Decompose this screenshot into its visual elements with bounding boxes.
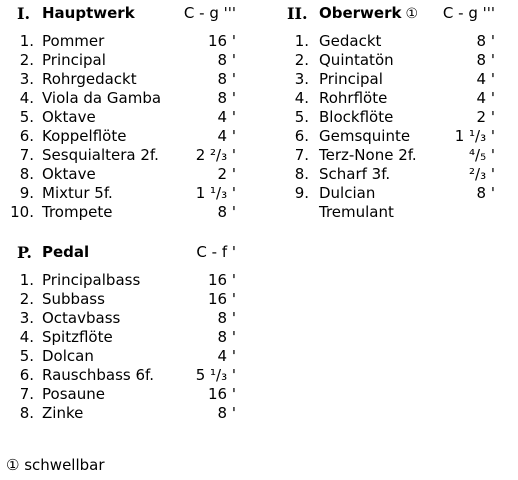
stop-row	[287, 51, 509, 70]
stop-name: Principal	[319, 70, 383, 88]
stop-name: Rauschbass 6f.	[42, 366, 154, 384]
stop-row	[0, 347, 250, 366]
compass-range: C - g '''	[442, 4, 495, 22]
stop-row	[0, 328, 250, 347]
stop-name: Quintatön	[319, 51, 394, 69]
division-numeral: I.	[17, 4, 31, 23]
stop-row	[287, 184, 509, 203]
stop-pitch: 16 '	[208, 271, 236, 290]
stop-pitch: 8 '	[218, 309, 236, 328]
stop-name: Gemsquinte	[319, 127, 411, 145]
stop-pitch: 2 '	[218, 165, 236, 184]
stop-name: Octavbass	[42, 309, 121, 327]
stop-row	[0, 127, 250, 146]
division-oberwerk	[287, 4, 509, 222]
stop-name: Viola da Gamba	[42, 89, 162, 107]
stop-name: Zinke	[42, 404, 84, 422]
stop-name: Oktave	[42, 108, 96, 126]
stop-pitch: 4 '	[218, 108, 236, 127]
compass-range: C - f '	[196, 243, 236, 261]
stop-row	[0, 203, 250, 222]
stop-row	[287, 70, 509, 89]
stop-name: Mixtur 5f.	[42, 184, 113, 202]
division-title-text: Oberwerk	[319, 4, 402, 22]
stop-list	[0, 271, 250, 423]
stop-pitch: 16 '	[208, 385, 236, 404]
division-header	[0, 4, 250, 26]
stop-number: 2.	[19, 290, 34, 308]
stop-row	[0, 290, 250, 309]
stop-row	[0, 404, 250, 423]
stop-name: Trompete	[42, 203, 113, 221]
stop-number: 1.	[19, 271, 34, 289]
stop-number: 2.	[294, 51, 309, 69]
stop-row	[287, 89, 509, 108]
stop-number: 5.	[19, 347, 34, 365]
stop-number: 8.	[19, 165, 34, 183]
stop-pitch: 2 ²/₃ '	[196, 146, 236, 165]
division-hauptwerk	[0, 4, 250, 222]
division-numeral: P.	[17, 243, 32, 262]
stop-row	[287, 108, 509, 127]
stop-pitch: 16 '	[208, 290, 236, 309]
stop-list	[0, 32, 250, 222]
stop-pitch: 8 '	[218, 51, 236, 70]
stop-number: 3.	[19, 309, 34, 327]
stop-name: Terz-None 2f.	[319, 146, 417, 164]
stop-pitch: ²/₃ '	[469, 165, 495, 184]
stop-name: Principal	[42, 51, 106, 69]
stop-row	[287, 146, 509, 165]
stop-row	[0, 32, 250, 51]
stop-name: Dulcian	[319, 184, 376, 202]
stop-number: 1.	[294, 32, 309, 50]
division-numeral: II.	[287, 4, 308, 23]
stop-row	[0, 309, 250, 328]
stop-number: 6.	[19, 127, 34, 145]
stop-name: Principalbass	[42, 271, 141, 289]
stop-list	[287, 32, 509, 203]
stop-row	[0, 366, 250, 385]
stop-row	[0, 51, 250, 70]
stop-row	[287, 127, 509, 146]
stop-pitch: ⁴/₅ '	[469, 146, 495, 165]
stop-name: Rohrgedackt	[42, 70, 137, 88]
stop-row	[0, 89, 250, 108]
division-pedal	[0, 243, 250, 423]
stop-row	[0, 271, 250, 290]
stop-number: 7.	[19, 385, 34, 403]
stop-name: Pommer	[42, 32, 105, 50]
stop-pitch: 8 '	[477, 32, 495, 51]
stop-name: Rohrflöte	[319, 89, 388, 107]
stop-pitch: 4 '	[218, 347, 236, 366]
stop-pitch: 8 '	[477, 51, 495, 70]
stop-row	[0, 70, 250, 89]
stop-name: Posaune	[42, 385, 105, 403]
stop-pitch: 8 '	[218, 70, 236, 89]
stop-name: Spitzflöte	[42, 328, 113, 346]
stop-pitch: 1 ¹/₃ '	[455, 127, 495, 146]
stop-pitch: 4 '	[477, 70, 495, 89]
tremulant-row	[287, 203, 509, 222]
stop-row	[287, 165, 509, 184]
stop-name: Sesquialtera 2f.	[42, 146, 159, 164]
stop-pitch: 8 '	[218, 328, 236, 347]
division-header	[287, 4, 509, 26]
stop-row	[287, 32, 509, 51]
stop-name: Koppelflöte	[42, 127, 127, 145]
compass-range: C - g '''	[183, 4, 236, 22]
stop-pitch: 8 '	[218, 89, 236, 108]
footnote	[6, 456, 105, 474]
stop-number: 9.	[19, 184, 34, 202]
stop-number: 3.	[294, 70, 309, 88]
stop-pitch: 8 '	[218, 404, 236, 423]
stop-pitch: 2 '	[477, 108, 495, 127]
footnote-marker: ①	[405, 6, 419, 22]
stop-number: 1.	[19, 32, 34, 50]
stop-number: 2.	[19, 51, 34, 69]
stop-row	[0, 184, 250, 203]
stop-row	[0, 146, 250, 165]
stop-pitch: 16 '	[208, 32, 236, 51]
stop-row	[0, 108, 250, 127]
stop-row	[0, 165, 250, 184]
stop-name: Gedackt	[319, 32, 382, 50]
stop-number: 9.	[294, 184, 309, 202]
stop-name: Blockflöte	[319, 108, 394, 126]
footnote-text: schwellbar	[24, 456, 105, 474]
stop-number: 4.	[294, 89, 309, 107]
stop-number: 3.	[19, 70, 34, 88]
stop-pitch: 4 '	[218, 127, 236, 146]
stop-number: 7.	[19, 146, 34, 164]
stop-number: 4.	[19, 328, 34, 346]
stop-number: 8.	[19, 404, 34, 422]
stop-pitch: 8 '	[477, 184, 495, 203]
stop-number: 8.	[294, 165, 309, 183]
stop-name: Subbass	[42, 290, 105, 308]
stop-name: Scharf 3f.	[319, 165, 391, 183]
stop-number: 5.	[294, 108, 309, 126]
division-title: Pedal	[42, 243, 90, 261]
stop-name: Dolcan	[42, 347, 94, 365]
stop-pitch: 1 ¹/₃ '	[196, 184, 236, 203]
stop-number: 5.	[19, 108, 34, 126]
stop-pitch: 4 '	[477, 89, 495, 108]
stop-number: 6.	[294, 127, 309, 145]
stop-number: 10.	[10, 203, 34, 221]
stop-pitch: 8 '	[218, 203, 236, 222]
division-title: Hauptwerk	[42, 4, 135, 22]
stop-number: 6.	[19, 366, 34, 384]
footnote-marker: ①	[6, 456, 20, 474]
tremulant-label: Tremulant	[319, 203, 394, 221]
division-title	[319, 4, 418, 22]
stop-number: 4.	[19, 89, 34, 107]
stop-pitch: 5 ¹/₃ '	[196, 366, 236, 385]
stop-number: 7.	[294, 146, 309, 164]
stop-row	[0, 385, 250, 404]
stop-name: Oktave	[42, 165, 96, 183]
division-header	[0, 243, 250, 265]
